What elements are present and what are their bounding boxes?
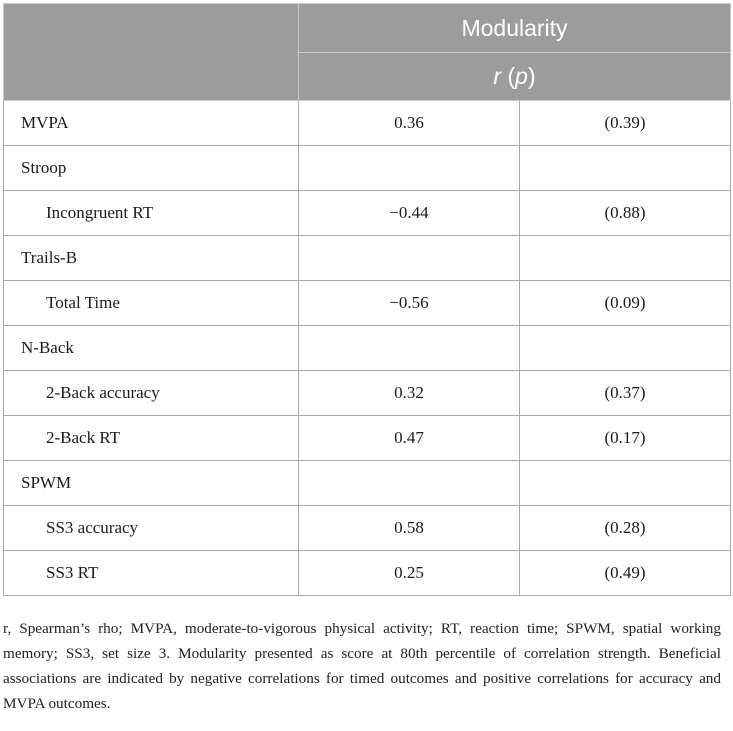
table-row (4, 101, 731, 146)
row-r-value (299, 326, 520, 371)
row-label: 2-Back accuracy (4, 371, 299, 416)
row-p-value (520, 461, 731, 506)
row-label: Trails-B (4, 236, 299, 281)
row-label: N-Back (4, 326, 299, 371)
row-p-value (520, 236, 731, 281)
header-row-1 (4, 4, 731, 53)
row-label: SS3 RT (4, 551, 299, 596)
row-p-value (520, 326, 731, 371)
table-row (4, 371, 731, 416)
row-r-value: 0.36 (299, 101, 520, 146)
row-r-value: 0.58 (299, 506, 520, 551)
table-row (4, 191, 731, 236)
row-r-value (299, 461, 520, 506)
header-r: r (493, 63, 502, 89)
table-row (4, 551, 731, 596)
row-label: MVPA (4, 101, 299, 146)
table-row (4, 461, 731, 506)
table-row (4, 236, 731, 281)
row-p-value: (0.88) (520, 191, 731, 236)
row-r-value: −0.44 (299, 191, 520, 236)
table-row (4, 326, 731, 371)
header-modularity: Modularity (299, 4, 731, 53)
header-open-paren: ( (501, 63, 516, 89)
row-r-value: 0.25 (299, 551, 520, 596)
row-p-value: (0.09) (520, 281, 731, 326)
row-r-value: −0.56 (299, 281, 520, 326)
row-r-value: 0.47 (299, 416, 520, 461)
row-label: Incongruent RT (4, 191, 299, 236)
header-blank-cell (4, 4, 299, 101)
row-label: Stroop (4, 146, 299, 191)
row-label: 2-Back RT (4, 416, 299, 461)
results-table (3, 3, 731, 596)
table-container (3, 3, 730, 596)
row-p-value: (0.28) (520, 506, 731, 551)
row-r-value: 0.32 (299, 371, 520, 416)
row-p-value: (0.17) (520, 416, 731, 461)
header-p: p (515, 63, 528, 89)
table-footnote: r, Spearman’s rho; MVPA, moderate-to-vigorous physical activity; RT, reaction time; SPWM, spatial working memory; SS3, set size 3. Modularity presented as score at 80th percentile of correlation strength. Beneficial associations are indicated by negative correlations for timed outcomes and positive correlations for accuracy and MVPA outcomes. (3, 620, 721, 712)
header-close-paren: ) (527, 63, 536, 89)
row-label: SPWM (4, 461, 299, 506)
row-p-value (520, 146, 731, 191)
row-p-value: (0.39) (520, 101, 731, 146)
table-row (4, 506, 731, 551)
row-r-value (299, 236, 520, 281)
row-label: Total Time (4, 281, 299, 326)
row-label: SS3 accuracy (4, 506, 299, 551)
row-r-value (299, 146, 520, 191)
header-r-p (299, 53, 731, 101)
table-row (4, 281, 731, 326)
row-p-value: (0.49) (520, 551, 731, 596)
row-p-value: (0.37) (520, 371, 731, 416)
table-row (4, 416, 731, 461)
table-row (4, 146, 731, 191)
